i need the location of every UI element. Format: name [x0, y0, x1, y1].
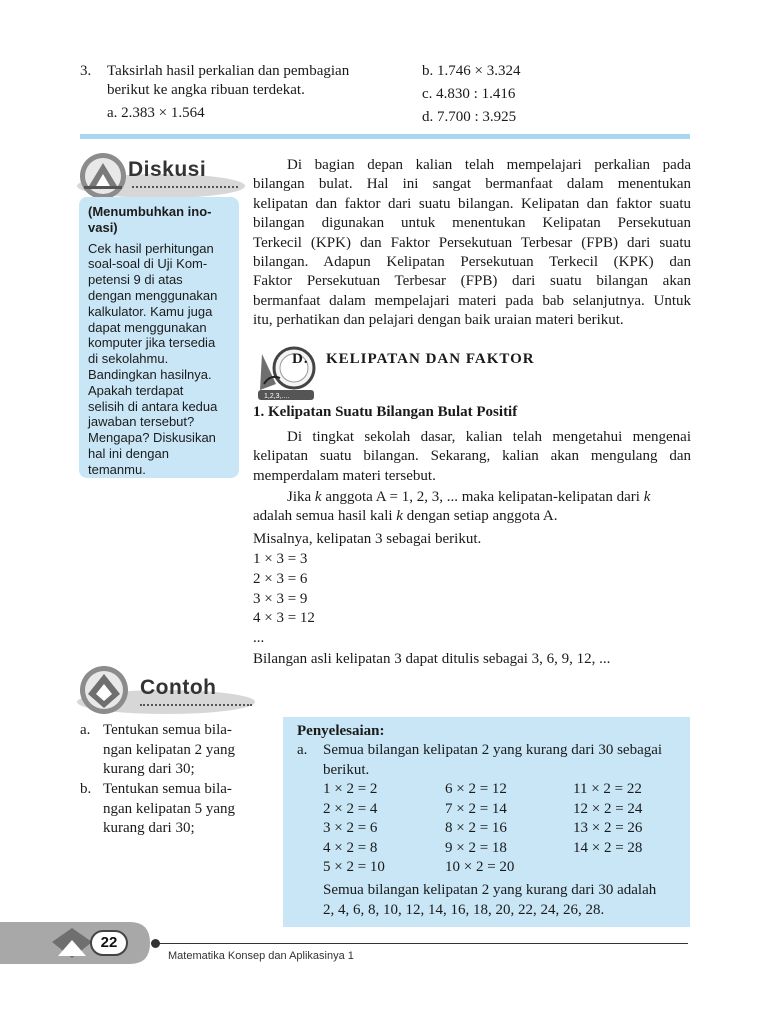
diskusi-line: hal ini dengan: [88, 445, 169, 461]
section-label: D.: [292, 351, 309, 367]
diskusi-line: dengan menggunakan: [88, 287, 218, 303]
diskusi-line: Bandingkan hasilnya.: [88, 366, 212, 382]
solution-equation: 2 × 2 = 4: [323, 801, 378, 817]
section-title: KELIPATAN DAN FAKTOR: [326, 351, 535, 367]
intro-line: Faktor Persekutuan Terbesar (FPB) dari suatu bilangan akan: [253, 273, 691, 290]
solution-box: [283, 717, 690, 927]
exercise-text-line2: berikut ke angka ribuan terdekat.: [107, 82, 305, 98]
solution-conclusion-line2: 2, 4, 6, 8, 10, 12, 14, 16, 18, 20, 22, 24, 26, 28.: [323, 902, 605, 918]
solution-a-line1: Semua bilangan kelipatan 2 yang kurang dari 30 sebagai: [323, 742, 663, 758]
solution-equation: 5 × 2 = 10: [323, 859, 385, 875]
diskusi-title: Diskusi: [128, 158, 207, 181]
book-title: Matematika Konsep dan Aplikasinya 1: [168, 950, 354, 962]
text-run: adalah semua hasil kali: [253, 508, 397, 524]
example-intro: Misalnya, kelipatan 3 sebagai berikut.: [253, 531, 482, 547]
diskusi-head-line1: (Menumbuhkan ino-: [88, 204, 212, 219]
diskusi-line: Apakah terdapat: [88, 382, 184, 398]
solution-heading: Penyelesaian:: [297, 723, 385, 739]
solution-equation: 1 × 2 = 2: [323, 781, 378, 797]
diskusi-line: komputer jika tersedia: [88, 335, 216, 351]
exercise-text-line1: Taksirlah hasil perkalian dan pembagian: [107, 63, 350, 79]
solution-a-line2: berikut.: [323, 762, 370, 778]
contoh-underline: [140, 704, 252, 706]
solution-a-label: a.: [297, 742, 308, 758]
equation: 1 × 3 = 3: [253, 551, 308, 567]
contoh-title: Contoh: [140, 676, 217, 699]
variable-k: k: [396, 508, 403, 524]
question-line: ngan kelipatan 5 yang: [103, 800, 236, 817]
solution-equation: 8 × 2 = 16: [445, 820, 507, 836]
magnifier-icon: [254, 344, 322, 402]
intro-line: itu, perhatikan dan pelajari dengan baik uraian materi berikut.: [253, 312, 624, 329]
variable-k: k: [643, 489, 651, 505]
exercise-item-d: d. 7.700 : 3.925: [422, 109, 517, 125]
multiples-summary: Bilangan asli kelipatan 3 dapat ditulis sebagai 3, 6, 9, 12, ...: [253, 651, 611, 667]
text-run: anggota A = 1, 2, 3, ... maka kelipatan-kelipatan dari: [321, 489, 644, 505]
variable-k: k: [314, 489, 322, 505]
body-line: kelipatan suatu bilangan. Sekarang, kalian akan mengulang dan: [253, 448, 691, 465]
diskusi-line: petensi 9 di atas: [88, 272, 183, 288]
diskusi-line: jawaban tersebut?: [88, 414, 195, 430]
intro-line: bilangan. Adapun Kelipatan Persekutuan Terkecil (KPK) dan: [253, 254, 691, 271]
question-line: kurang dari 30;: [103, 820, 195, 837]
intro-line: bilangan digunakan untuk menentukan Kelipatan Persekutuan: [253, 215, 691, 232]
diskusi-line: kalkulator. Kamu juga: [88, 303, 213, 319]
diskusi-line: Cek hasil perhitungan: [88, 240, 214, 256]
solution-equation: 12 × 2 = 24: [573, 801, 643, 817]
solution-equation: 4 × 2 = 8: [323, 840, 378, 856]
contoh-question-b: [103, 780, 235, 839]
contoh-question-b-label: b.: [80, 781, 92, 797]
diskusi-underline: [132, 186, 238, 188]
contoh-question-a: [103, 721, 235, 780]
intro-line: Di bagian depan kalian telah mempelajari perkalian pada: [287, 157, 691, 173]
body-line: Di tingkat sekolah dasar, kalian telah mengetahui mengenai: [287, 429, 691, 445]
question-line: ngan kelipatan 2 yang: [103, 741, 236, 758]
equation: 4 × 3 = 12: [253, 610, 315, 626]
intro-paragraph: [253, 156, 691, 331]
page-number: 22: [90, 930, 128, 956]
body-line: memperdalam materi tersebut.: [253, 467, 436, 484]
question-line: Tentukan semua bila-: [103, 722, 232, 738]
diskusi-line: soal-soal di Uji Kom-: [88, 256, 208, 272]
diskusi-line: dapat menggunakan: [88, 319, 207, 335]
diskusi-line: selisih di antara kedua: [88, 398, 218, 414]
intro-line: Terkecil (KPK) dan Faktor Persekutuan Terbesar (FPB) dari suatu: [253, 234, 691, 251]
diskusi-line: temanmu.: [88, 461, 146, 477]
diskusi-head-line2: vasi): [88, 219, 118, 235]
body-paragraph-2-line1: [287, 488, 650, 508]
text-run: dengan setiap anggota A.: [402, 508, 558, 524]
exercise-number: 3.: [80, 63, 92, 79]
intro-line: kelipatan dan faktor dari suatu bilangan. Kelipatan dan faktor suatu: [253, 195, 691, 212]
magnifier-icon-text: 1,2,3,....: [264, 393, 290, 400]
text-run: Jika: [287, 489, 315, 505]
solution-equation: 6 × 2 = 12: [445, 781, 507, 797]
footer-tab-graphic: [0, 918, 160, 968]
solution-equation: 10 × 2 = 20: [445, 859, 515, 875]
diskusi-line: Mengapa? Diskusikan: [88, 430, 216, 446]
intro-line: bilangan bulat. Hal ini sangat bermanfaat dalam menentukan: [253, 176, 691, 193]
body-paragraph-1: [253, 428, 691, 486]
equation: 3 × 3 = 9: [253, 591, 308, 607]
equation: 2 × 3 = 6: [253, 571, 308, 587]
diskusi-box: [79, 197, 239, 478]
solution-equation: 9 × 2 = 18: [445, 840, 507, 856]
solution-equation: 3 × 2 = 6: [323, 820, 378, 836]
contoh-question-a-label: a.: [80, 722, 91, 738]
subsection-title: 1. Kelipatan Suatu Bilangan Bulat Positif: [253, 404, 518, 420]
ellipsis: ...: [253, 630, 265, 646]
solution-conclusion-line1: Semua bilangan kelipatan 2 yang kurang dari 30 adalah: [323, 882, 657, 898]
intro-line: bermanfaat dalam mempelajari materi pada bab selanjutnya. Untuk: [253, 292, 691, 309]
solution-equation: 7 × 2 = 14: [445, 801, 507, 817]
exercise-item-c: c. 4.830 : 1.416: [422, 86, 516, 102]
body-paragraph-2-line2: [253, 507, 558, 527]
diskusi-line: di sekolahmu.: [88, 351, 169, 367]
solution-equation: 11 × 2 = 22: [573, 781, 642, 797]
exercise-item-b: b. 1.746 × 3.324: [422, 63, 521, 79]
solution-equation: 14 × 2 = 28: [573, 840, 643, 856]
exercise-item-a: a. 2.383 × 1.564: [107, 105, 205, 121]
footer-rule: [158, 943, 688, 944]
question-line: Tentukan semua bila-: [103, 781, 232, 797]
section-divider: [80, 134, 690, 139]
solution-equation: 13 × 2 = 26: [573, 820, 643, 836]
question-line: kurang dari 30;: [103, 761, 195, 778]
